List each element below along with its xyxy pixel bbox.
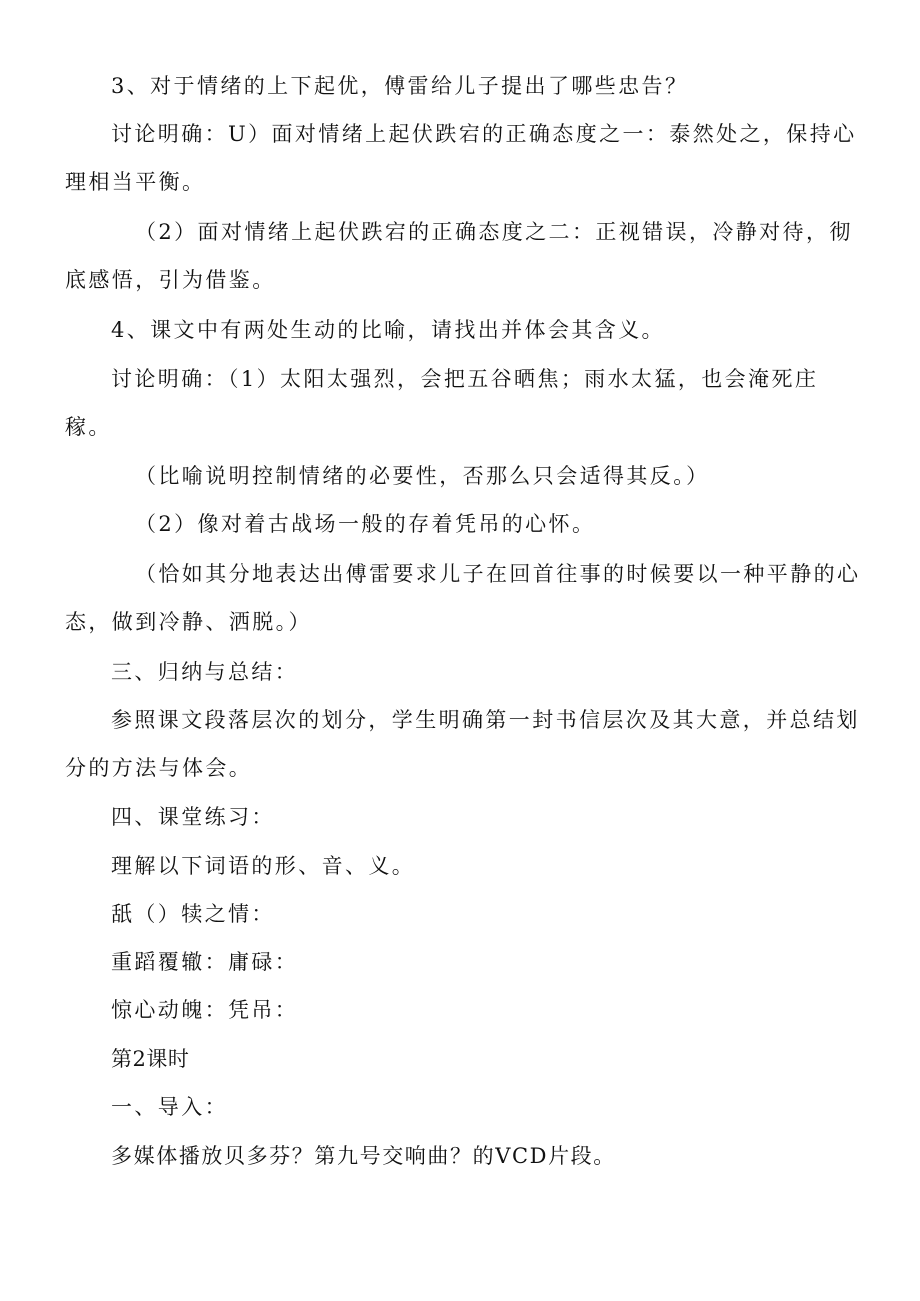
discussion-answer-4-1: 讨论明确：（1）太阳太强烈，会把五谷晒焦；雨水太猛，也会淹死庄稼。 bbox=[65, 367, 819, 439]
metaphor-explanation-2: （恰如其分地表达出傅雷要求儿子在回首往事的时候要以一种平静的心态，做到冷静、洒脱。） bbox=[65, 562, 861, 634]
section-heading-intro: 一、导入： bbox=[111, 1095, 228, 1119]
section-heading-summary: 三、归纳与总结： bbox=[111, 660, 299, 684]
lesson-2-heading: 第2课时 bbox=[111, 1047, 190, 1071]
vocabulary-item-2: 重蹈覆辙：庸碌： bbox=[111, 950, 299, 974]
discussion-answer-3-1: 讨论明确：U）面对情绪上起伏跌宕的正确态度之一：泰然处之，保持心理相当平衡。 bbox=[65, 122, 857, 194]
question-4: 4、课文中有两处生动的比喻，请找出并体会其含义。 bbox=[111, 318, 665, 342]
discussion-answer-3-2: （2）面对情绪上起伏跌宕的正确态度之二：正视错误，冷静对待，彻底感悟，引为借鉴。 bbox=[65, 220, 853, 292]
vocabulary-item-1: 舐（）犊之情： bbox=[111, 902, 275, 926]
summary-text: 参照课文段落层次的划分，学生明确第一封书信层次及其大意，并总结划分的方法与体会。 bbox=[65, 708, 860, 780]
question-3: 3、对于情绪的上下起优，傅雷给儿子提出了哪些忠告？ bbox=[111, 74, 689, 98]
metaphor-explanation-1: （比喻说明控制情绪的必要性，否那么只会适得其反。） bbox=[135, 464, 710, 488]
intro-text: 多媒体播放贝多芬？第九号交响曲？的VCD片段。 bbox=[111, 1144, 616, 1168]
vocabulary-item-3: 惊心动魄：凭吊： bbox=[111, 998, 299, 1022]
section-heading-exercise: 四、课堂练习： bbox=[111, 805, 275, 829]
exercise-instruction: 理解以下词语的形、音、义。 bbox=[111, 854, 416, 878]
discussion-answer-4-2: （2）像对着古战场一般的存着凭吊的心怀。 bbox=[135, 512, 596, 536]
